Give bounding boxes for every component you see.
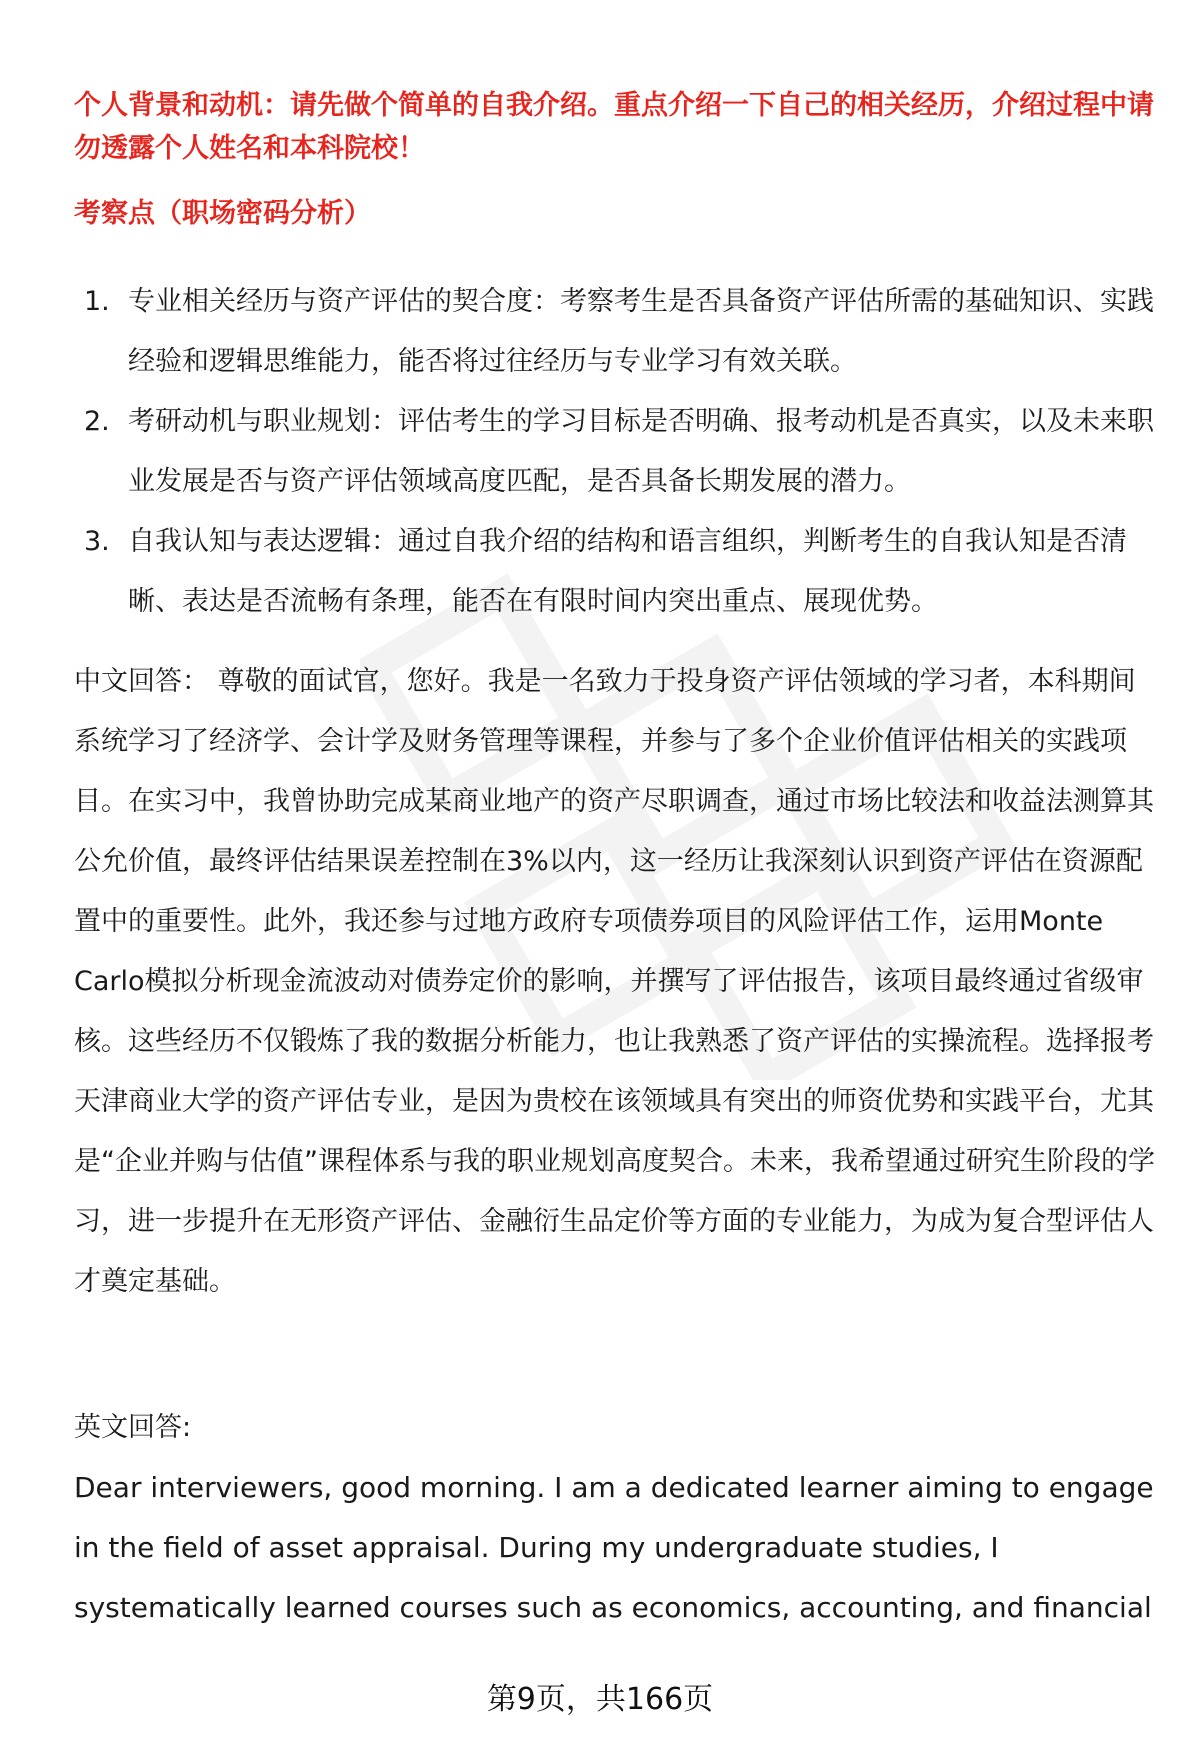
list-item-number: 2. <box>84 406 110 437</box>
question-title: 个人背景和动机：请先做个简单的自我介绍。重点介绍一下自己的相关经历，介绍过程中请勿透露个人姓名和本科院校！ <box>74 90 1154 164</box>
list-item-text: 自我认知与表达逻辑：通过自我介绍的结构和语言组织，判断考生的自我认知是否清晰、表达是否流畅有条理，能否在有限时间内突出重点、展现优势。 <box>128 526 1127 617</box>
list-item <box>84 392 1154 512</box>
list-item-text: 专业相关经历与资产评估的契合度：考察考生是否具备资产评估所需的基础知识、实践经验和逻辑思维能力，能否将过往经历与专业学习有效关联。 <box>128 286 1154 377</box>
page-indicator: 第9页，共166页 <box>486 1682 714 1717</box>
english-answer-label: 英文回答: <box>74 1412 192 1443</box>
english-answer: Dear interviewers, good morning. I am a dedicated learner aiming to engage in the field of asset appraisal. During my undergraduate studies, I systematically learned courses such as economics, accounting, and financial <box>74 1471 1154 1624</box>
list-item <box>84 272 1154 392</box>
list-item-number: 1. <box>84 286 110 317</box>
list-item <box>84 512 1154 632</box>
assessment-heading: 考察点（职场密码分析） <box>74 198 371 229</box>
chinese-answer: 中文回答： 尊敬的面试官，您好。我是一名致力于投身资产评估领域的学习者，本科期间系统学习了经济学、会计学及财务管理等课程，并参与了多个企业价值评估相关的实践项目。在实习中，我曾协助完成某商业地产的资产尽职调查，通过市场比较法和收益法测算其公允价值，最终评估结果误差控制在3%以内，这一经历让我深刻认识到资产评估在资源配置中的重要性。此外，我还参与过地方政府专项债券项目的风险评估工作，运用Monte Carlo模拟分析现金流波动对债券定价的影响，并撰写了评估报告，该项目最终通过省级审核。这些经历不仅锻炼了我的数据分析能力，也让我熟悉了资产评估的实操流程。选择报考天津商业大学的资产评估专业，是因为贵校在该领域具有突出的师资优势和实践平台，尤其是“企业并购与估值”课程体系与我的职业规划高度契合。未来，我希望通过研究生阶段的学习，进一步提升在无形资产评估、金融衍生品定价等方面的专业能力，为成为复合型评估人才奠定基础。 <box>74 666 1155 1297</box>
list-item-number: 3. <box>84 526 110 557</box>
list-item-text: 考研动机与职业规划：评估考生的学习目标是否明确、报考动机是否真实，以及未来职业发展是否与资产评估领域高度匹配，是否具备长期发展的潜力。 <box>128 406 1154 497</box>
assessment-list <box>84 272 1154 632</box>
